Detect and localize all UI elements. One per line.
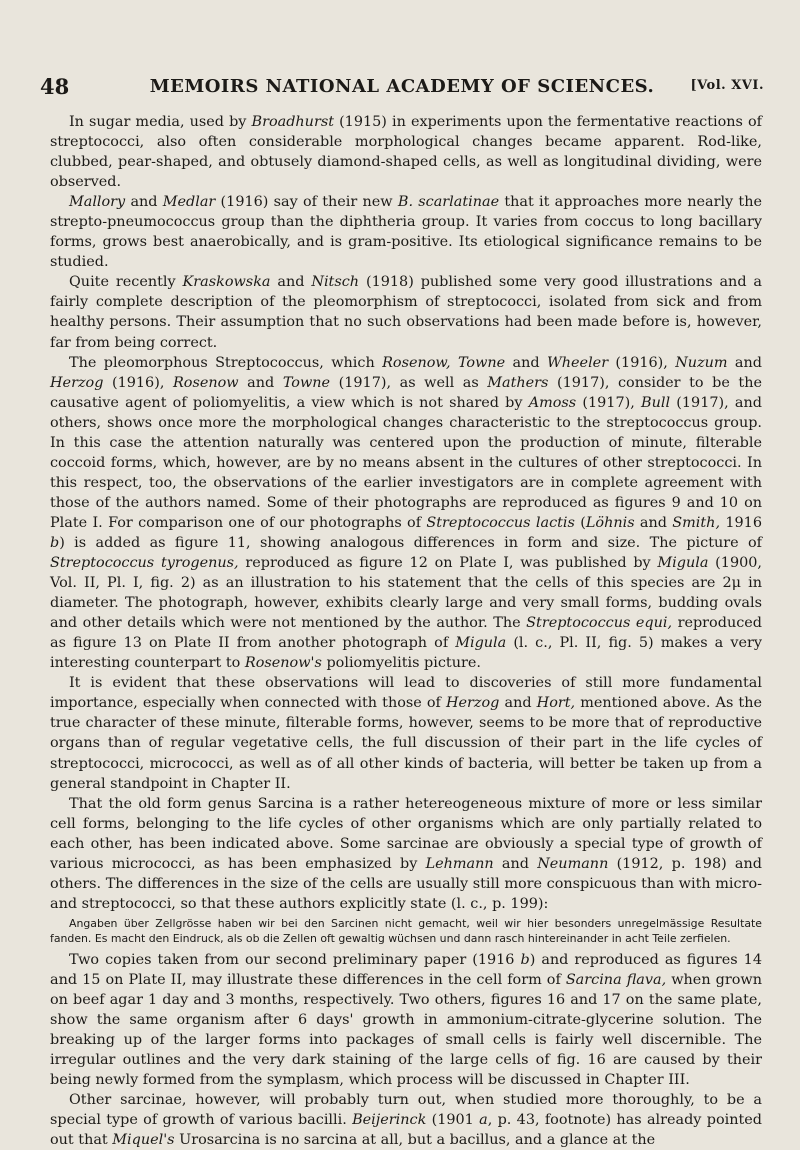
text-run: Other sarcinae, however, will probably turn out, when studied more thoroughly, to be a special type of growth of various bacilli. (50, 1092, 762, 1129)
text-run: (1918) published some very good illustrations and a fairly complete description of the pleomorphism of streptococci, isolated from sick and from healthy persons. Their assumption that no such observations had been made before is, however, far from being correct. (50, 274, 763, 351)
italic-run: Lehmann (425, 855, 494, 872)
italic-run: Amoss (528, 394, 577, 411)
text-run: and (270, 274, 312, 291)
text-run: The pleomorphous Streptococcus, which (69, 354, 383, 371)
text-run: In sugar media, used by (69, 114, 252, 130)
paragraph (50, 794, 762, 914)
text-run: reproduced as figure 13 on Plate II from another photograph of (50, 615, 762, 652)
italic-run: Medlar (162, 194, 216, 211)
paragraph (50, 1090, 762, 1150)
text-run: (1916), (103, 374, 173, 391)
paragraph (50, 112, 762, 192)
italic-run: Mallory (69, 194, 126, 211)
italic-run: Löhnis (585, 514, 635, 531)
text-run: That the old form genus Sarcina is a rather hetereogeneous mixture of more or less similar cell forms, belonging to the life cycles of other organisms which are only partially related to each other, has been indicated above. Some sarcinae are obviously a special type of growth of various micrococci, as has been emphasized by (50, 795, 762, 872)
text-run: (1917), consider to be the causative agent of poliomyelitis, a view which is not shared by (50, 374, 762, 411)
italic-run: Streptococcus lactis (426, 514, 575, 531)
text-run: (1917), and others, shows once more the morphological changes characteristic to the streptococcus group. In this case the attention naturally was centered upon the production of minute, filterable coccoid forms, which, however, are by no means absent in the cultures of other streptococci. In this respect, too, the observations of the earlier investigators are in complete agreement with those of the authors named. Some of their photographs are reproduced as figures 9 and 10 on Plate I. For comparison one of our photographs of (50, 394, 762, 531)
italic-run: Neumann (537, 855, 609, 872)
italic-run: Beijerinck (352, 1112, 427, 1129)
paragraph (50, 192, 762, 272)
italic-run: Kraskowska (182, 274, 271, 291)
text-run: 1916 (720, 514, 762, 531)
text-run: (1916) say of their new (215, 194, 398, 211)
italic-run: Miquel's (112, 1132, 175, 1149)
text-run: and (505, 354, 547, 371)
paragraph (50, 673, 762, 793)
running-head: MEMOIRS NATIONAL ACADEMY OF SCIENCES. (149, 76, 655, 97)
text-run: (1917), (576, 394, 642, 411)
text-run: mentioned above. As the true character of these minute, filterable forms, however, seems to be more that of reproductive organs than of regular vegetative cells, the full discussion of their part in the life cycles of streptococci, micrococci, as well as of all other kinds of bacteria, will better be taken up from a general standpoint in Chapter II. (50, 695, 763, 792)
italic-run: Migula (657, 555, 709, 572)
text-run: (1912, p. 198) and others. The differences in the size of the cells are usually still more conspicuous than with micro- and streptococci, so that these authors explicitly state (l. c., p. 199): (50, 855, 762, 912)
text-run: (1915) in experiments upon the fermentative reactions of streptococci, also often considerable morphological changes became apparent. Rod-like, clubbed, pear-shaped, and obtusely diamond-shaped cells, as well as longitudinal dividing, were observed. (50, 114, 762, 191)
text-run: poliomyelitis picture. (321, 655, 481, 672)
text-run: and (634, 514, 673, 531)
italic-run: b (520, 951, 530, 968)
text-run: reproduced as figure 12 on Plate I, was published by (238, 555, 658, 572)
italic-run: Nitsch (311, 274, 360, 291)
italic-run: Bull (641, 394, 671, 411)
italic-run: Streptococcus tyrogenus, (50, 555, 239, 572)
italic-run: Rosenow's (244, 655, 322, 672)
text-run: , p. 43, footnote) has already pointed out that (50, 1112, 762, 1149)
block-quote: Angaben über Zellgrösse haben wir bei den Sarcinen nicht gemacht, weil wir hier besonders unregelmässige Resultate fanden. Es macht den Eindruck, als ob die Zellen oft gewaltig wüchsen und dann rasch hintereinander in acht Teile zerfielen. (50, 916, 762, 946)
italic-run: Hort, (536, 695, 576, 712)
text-run: and (125, 194, 163, 211)
italic-run: Rosenow, Towne (382, 354, 506, 371)
volume-label: [Vol. XVI. (690, 78, 764, 93)
italic-run: Streptococcus equi, (526, 615, 673, 632)
body-text (50, 112, 762, 1150)
text-run: and (238, 374, 283, 391)
text-run: ) is added as figure 11, showing analogous differences in form and size. The picture of (59, 534, 762, 551)
italic-run: B. scarlatinae (397, 194, 500, 211)
text-run: ) and reproduced as figures 14 and 15 on Plate II, may illustrate these differences in the cell form of (50, 951, 762, 988)
text-run: Quite recently (69, 274, 183, 291)
italic-run: b (50, 534, 60, 551)
paragraph (50, 353, 762, 674)
text-run: Two copies taken from our second preliminary paper (1916 (69, 951, 521, 968)
italic-run: Mathers (487, 374, 549, 391)
italic-run: Herzog (50, 374, 104, 391)
paragraph (50, 950, 762, 1090)
italic-run: Smith, (672, 514, 721, 531)
text-run: and (499, 695, 537, 712)
italic-run: Nuzum (675, 354, 728, 371)
page-number: 48 (40, 74, 70, 99)
italic-run: Rosenow (172, 374, 239, 391)
text-run: (1916), (608, 354, 676, 371)
italic-run: Towne (282, 374, 331, 391)
italic-run: Wheeler (546, 354, 609, 371)
italic-run: a (479, 1112, 488, 1129)
text-run: (1900, Vol. II, Pl. I, fig. 2) as an illustration to his statement that the cells of this species are 2μ in diameter. The photograph, however, exhibits clearly large and very small forms, budding ovals and other details which were not mentioned by the author. The (50, 555, 762, 632)
text-run: and (493, 855, 538, 872)
text-run: (1901 (426, 1112, 480, 1129)
text-run: (1917), as well as (330, 374, 488, 391)
text-run: that it approaches more nearly the strepto-pneumococcus group than the diphtheria group. It varies from coccus to long bacillary forms, grows best anaerobically, and is gram-positive. Its etiological significance remains to be studied. (50, 194, 762, 271)
text-run: when grown on beef agar 1 day and 3 months, respectively. Two others, figures 16 and 17 on the same plate, show the same organism after 6 days' growth in ammonium-citrate-glycerine solution. The breaking up of the larger forms into packages of small cells is fairly well discernible. The irregular outlines and the very dark staining of the large cells of fig. 16 are caused by their being newly formed from the symplasm, which process will be discussed in Chapter III. (50, 971, 762, 1089)
text-run: ( (574, 514, 586, 531)
page-header (40, 70, 764, 104)
italic-run: Herzog (445, 695, 500, 712)
text-run: (l. c., Pl. II, fig. 5) makes a very interesting counterpart to (50, 635, 762, 672)
text-run: Urosarcina is no sarcina at all, but a bacillus, and a glance at the (174, 1132, 656, 1149)
italic-run: Migula (455, 635, 507, 652)
text-run: It is evident that these observations will lead to discoveries of still more fundamental importance, especially when connected with those of (50, 675, 762, 712)
italic-run: Broadhurst (251, 114, 334, 130)
text-run: and (727, 354, 762, 371)
italic-run: Sarcina flava, (565, 971, 667, 988)
paragraph (50, 272, 762, 352)
